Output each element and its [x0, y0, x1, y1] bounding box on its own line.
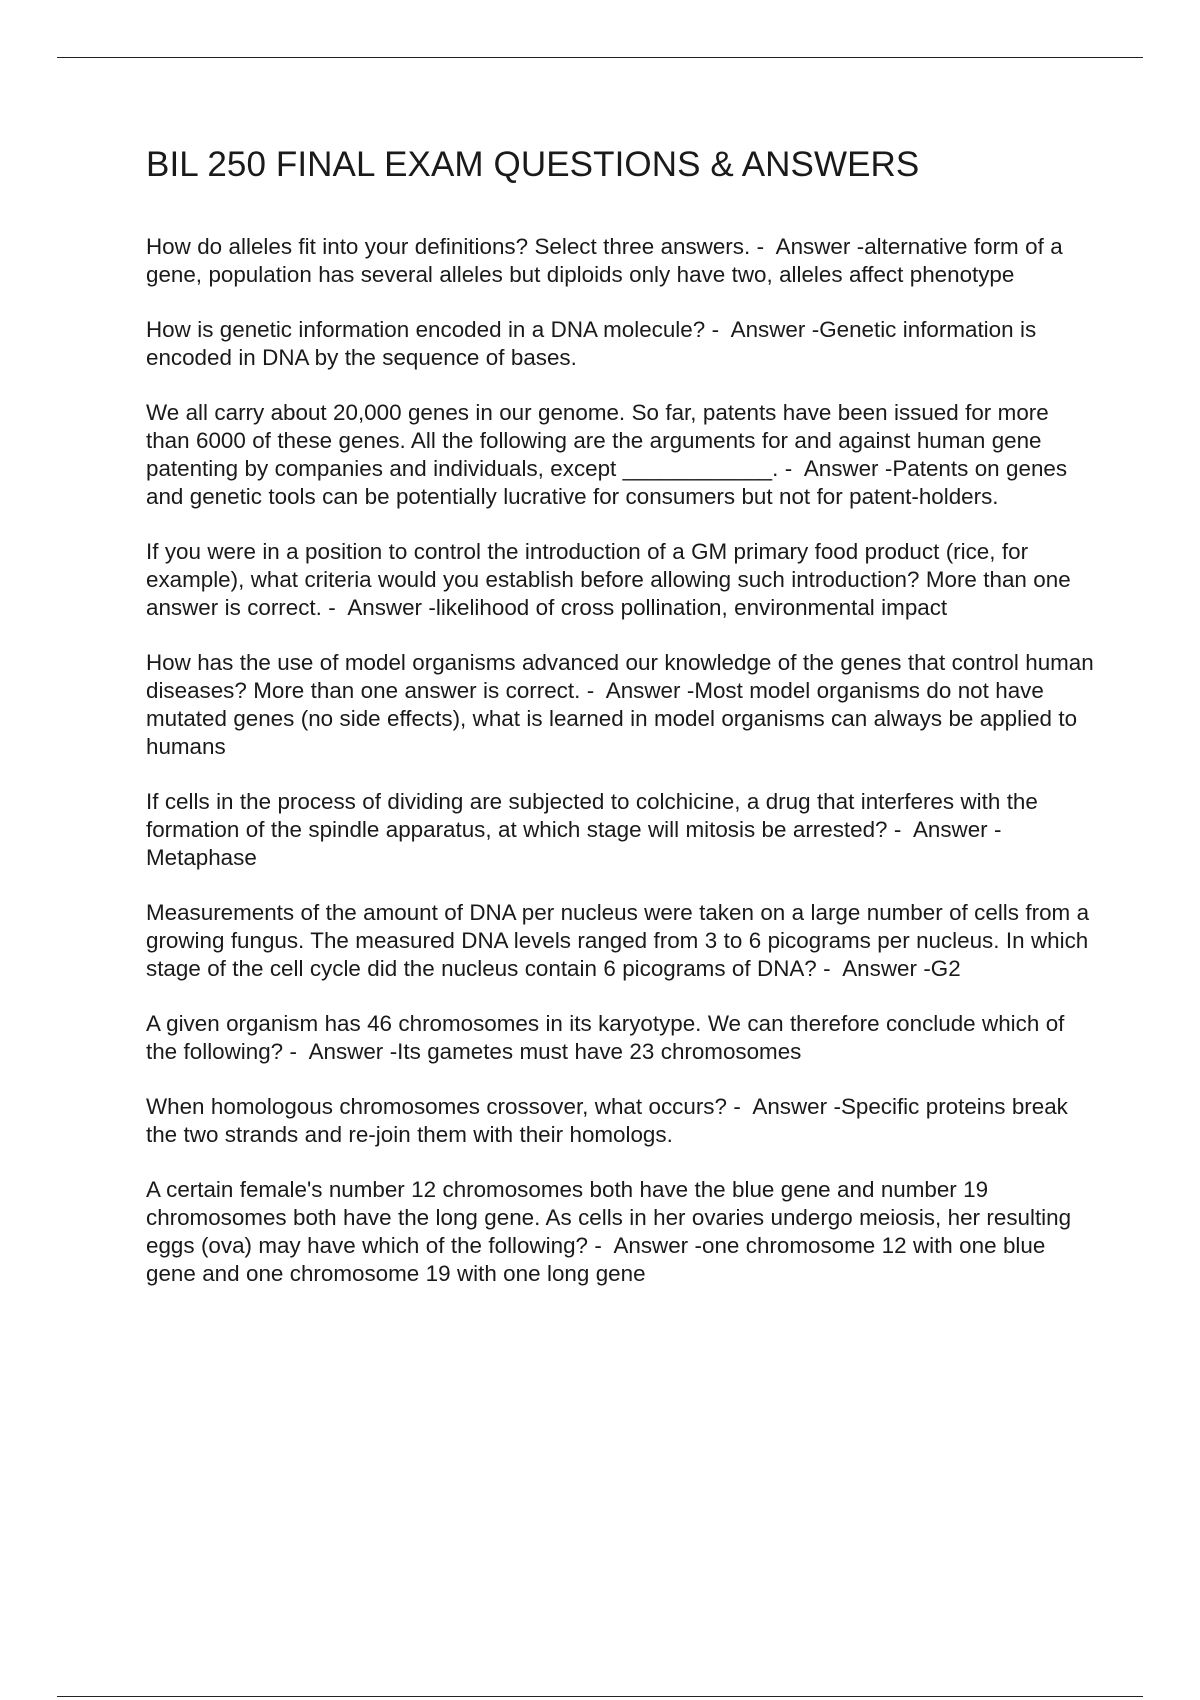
- qa-item-8: A given organism has 46 chromosomes in its karyotype. We can therefore conclude which of the following? - Answer -Its gametes must have 23 chromosomes: [146, 1011, 1071, 1064]
- qa-item-7: Measurements of the amount of DNA per nucleus were taken on a large number of cells from a growing fungus. The measured DNA levels ranged from 3 to 6 picograms per nucleus. In which stage of the cell cycle did the nucleus contain 6 picograms of DNA? - Answer -G2: [146, 900, 1096, 981]
- qa-item-10: A certain female's number 12 chromosomes both have the blue gene and number 19 chromosomes both have the long gene. As cells in her ovaries undergo meiosis, her resulting eggs (ova) may have which of the following? - Answer -one chromosome 12 with one blue gene and one chromosome 19 with one long gene: [146, 1177, 1078, 1286]
- document-body: [146, 143, 1101, 1315]
- document-title: BIL 250 FINAL EXAM QUESTIONS & ANSWERS: [146, 145, 920, 184]
- top-rule: [57, 57, 1143, 58]
- qa-item-3: We all carry about 20,000 genes in our genome. So far, patents have been issued for more than 6000 of these genes. All the following are the arguments for and against human gene patenting by companies and individuals, except ____________. - Answer -Patents on genes and genetic tools can be potentially lucrative for consumers but not for patent-holders.: [146, 400, 1074, 509]
- qa-item-9: When homologous chromosomes crossover, what occurs? - Answer -Specific proteins break the two strands and re-join them with their homologs.: [146, 1094, 1075, 1147]
- qa-item-5: How has the use of model organisms advanced our knowledge of the genes that control human diseases? More than one answer is correct. - Answer -Most model organisms do not have mutated genes (no side effects), what is learned in model organisms can always be applied to humans: [146, 650, 1101, 759]
- qa-item-2: How is genetic information encoded in a DNA molecule? - Answer -Genetic information is encoded in DNA by the sequence of bases.: [146, 317, 1043, 370]
- bottom-rule: [57, 1696, 1143, 1697]
- qa-item-4: If you were in a position to control the introduction of a GM primary food product (rice, for example), what criteria would you establish before allowing such introduction? More than one answer is correct. - Answer -likelihood of cross pollination, environmental impact: [146, 539, 1078, 620]
- qa-list: [146, 233, 1101, 1288]
- qa-item-1: How do alleles fit into your definitions? Select three answers. - Answer -alternative form of a gene, population has several alleles but diploids only have two, alleles affect phenotype: [146, 234, 1070, 287]
- qa-item-6: If cells in the process of dividing are subjected to colchicine, a drug that interferes with the formation of the spindle apparatus, at which stage will mitosis be arrested? - Answer -Metaphase: [146, 789, 1045, 870]
